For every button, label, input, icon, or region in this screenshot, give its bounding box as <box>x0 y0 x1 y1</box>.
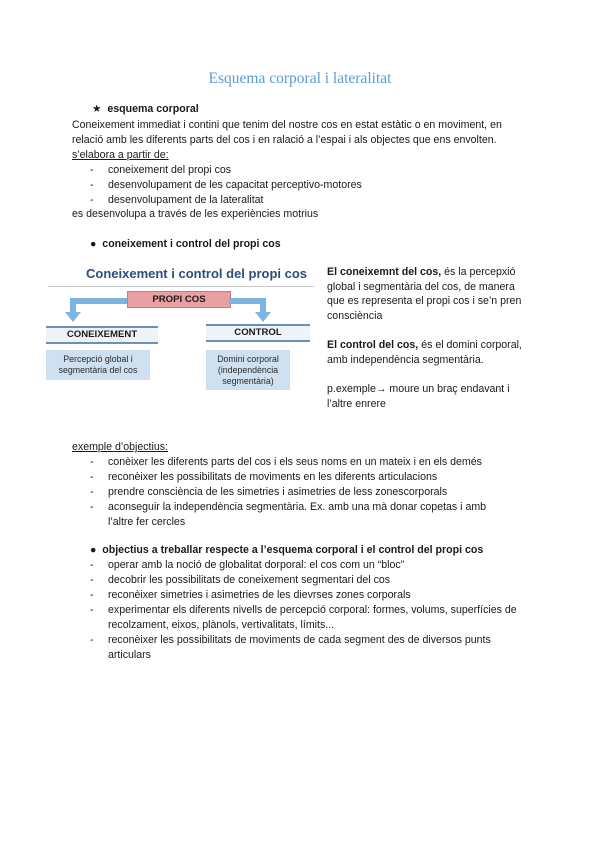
section-heading-text: objectius a treballar respecte a l’esquema corporal i el control del propi cos <box>102 544 484 556</box>
control-example: p.exemple→ moure un braç endavant i l’altre enrere <box>327 383 510 410</box>
dash-bullet: - <box>90 634 94 646</box>
closing-line: es desenvolupa a través de les experiències motrius <box>72 208 319 220</box>
list-item: experimentar els diferents nivells de percepció corporal: formes, volums, superfícies de recolzament, eixos, plànols, vertivalitats, límits... <box>108 604 517 631</box>
objectius-list <box>0 455 600 530</box>
concept-diagram <box>38 262 318 412</box>
control-term: El control del cos, <box>327 339 419 351</box>
dot-bullet-icon: ● <box>90 544 97 556</box>
dash-bullet: - <box>90 604 94 616</box>
coneixement-paragraph <box>327 265 532 323</box>
coneixement-header: CONEIXEMENT <box>46 326 158 344</box>
section-heading-objectius <box>90 543 483 558</box>
dash-bullet: - <box>90 574 94 586</box>
list-item: decobrir les possibilitats de coneixement segmentari del cos <box>108 574 391 586</box>
list-item: aconseguir la independència segmentària. Ex. amb una mà donar copetas i amb l’altre fer cercles <box>108 501 487 528</box>
dash-bullet: - <box>90 486 94 498</box>
elabora-list <box>0 163 600 208</box>
dash-bullet: - <box>90 179 94 191</box>
coneixement-term: El coneixemnt del cos, <box>327 266 442 278</box>
list-item: reconèixer les possibilitats de moviments de cada segment des de diversos punts articulars <box>108 634 491 661</box>
diagram-rule <box>48 286 314 287</box>
treballar-list <box>0 558 600 668</box>
coneixement-definition: és la percepxió global i segmentària del cos, de manera que es representa el propi cos i se’n pren consciència <box>327 266 522 322</box>
coneixement-box <box>46 350 150 380</box>
list-item: desenvolupament de la lateralitat <box>108 194 264 206</box>
propi-cos-box: PROPI COS <box>127 291 231 308</box>
dash-bullet: - <box>90 589 94 601</box>
control-definition: és el domini corporal, amb independència segmentària. <box>327 339 522 366</box>
definition-line-1: Coneixement immediat i contini que tenim del nostre cos en estat estàtic o en moviment, en <box>72 119 502 131</box>
star-bullet-icon: ★ <box>92 103 102 115</box>
section-heading-text: esquema corporal <box>107 103 199 115</box>
dash-bullet: - <box>90 501 94 513</box>
dash-bullet: - <box>90 456 94 468</box>
dash-bullet: - <box>90 164 94 176</box>
control-header: CONTROL <box>206 324 310 342</box>
control-box-text: Domini corporal (independència segmentària) <box>217 353 279 386</box>
section-heading-control <box>90 237 281 252</box>
section-heading-esquema <box>92 102 199 117</box>
arrow-left-shaft <box>70 298 127 304</box>
control-paragraph <box>327 338 532 367</box>
dot-bullet-icon: ● <box>90 238 97 250</box>
arrow-down-icon <box>255 312 271 322</box>
section-heading-text: coneixement i control del propi cos <box>102 238 281 250</box>
control-box <box>206 350 290 390</box>
objectius-label: exemple d’objectius: <box>72 441 168 453</box>
dash-bullet: - <box>90 559 94 571</box>
list-item: desenvolupament de les capacitat perceptivo-motores <box>108 179 362 191</box>
list-item: conèixer les diferents parts del cos i els seus noms en un mateix i en els demés <box>108 456 482 468</box>
dash-bullet: - <box>90 194 94 206</box>
definition-line-2: relació amb les diferents parts del cos i en ralació a l’espai i als objectes que ens envolten. <box>72 134 497 146</box>
diagram-title: Coneixement i control del propi cos <box>86 266 308 281</box>
list-item: coneixement del propi cos <box>108 164 232 176</box>
list-item: prendre consciència de les simetries i asimetries de less zonescorporals <box>108 486 448 498</box>
coneixement-box-text: Percepció global i segmentària del cos <box>58 354 138 375</box>
list-item: reconèixer simetries i asimetries de les dievrses zones corporals <box>108 589 411 601</box>
dash-bullet: - <box>90 471 94 483</box>
list-item: reconèixer les possibilitats de moviments en les diferents articulacions <box>108 471 438 483</box>
elabora-label: s’elabora a partir de: <box>72 149 169 161</box>
list-item: operar amb la noció de globalitat dorporal: el cos com un “bloc” <box>108 559 405 571</box>
arrow-down-icon <box>65 312 81 322</box>
page-title: Esquema corporal i lateralitat <box>208 70 392 87</box>
